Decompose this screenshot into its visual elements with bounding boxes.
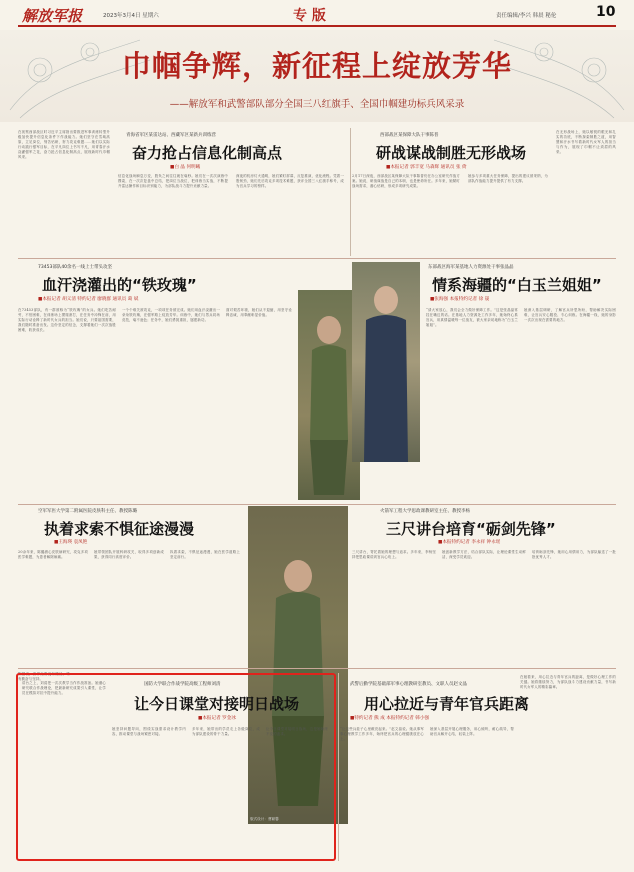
article-a6-headline: 三尺讲台培育“砺剑先锋” <box>386 520 556 538</box>
masthead <box>0 0 634 28</box>
article-a6-col3: 培育砺剑先锋，她用心用情用力，为部队输送了一批批优秀人才。 <box>532 550 616 559</box>
editors-line: 责任编辑/李兴 韩晨 秘伦 <box>496 13 557 19</box>
article-a8-col1: “让这些兵娃子心里敞亮起来。”赵文晶说。她从事军事心理教学工作多年，始终把官兵的心理健康放在心上。 <box>340 727 424 741</box>
article-a5-headline: 执着求索不惧征途漫漫 <box>44 520 195 538</box>
article-a5-kicker: 空军军医大学第二附属医院皮肤科主任、教授陈璐 <box>38 509 137 514</box>
article-a7-kicker: 国防大学联合作战学院高级工程师刘清 <box>144 682 221 687</box>
center-divider-top <box>350 128 351 256</box>
article-a1-headline: 奋力抢占信息化制高点 <box>132 144 283 162</box>
article-a5-byline: ■王海瑛 袁凤艳 <box>54 540 88 545</box>
article-a7-col4: 让今日课堂对接明日战场，这是她始终不变的追求。 <box>266 727 328 736</box>
article-a6-col2: 她创新教学方法，结合部队实际，让理论课堂生动鲜活，深受学员欢迎。 <box>442 550 526 559</box>
article-a2-byline: ■本报记者 郭丰宽 马森辉 通讯员 张 倚 <box>386 165 467 170</box>
article-a3-col2: 一个个难关被攻克，一项项任务被完成。她们用血汗浇灌出一朵朵铁玫瑰，在强军路上绽放芳华。训练中，她们与男兵同场竞技，毫不逊色；任务中，她们勇挑重担，屡建新功。 <box>122 308 220 322</box>
banner <box>0 30 634 122</box>
article-a1-col2: 信息化战场瞬息万变，胜负之间往往就在毫秒。她们在一次次演练中摸索，在一次次复盘中总结，把岗位当战位，把训练当实战，不断提升雷达操作和目标识别能力，为部队战斗力提升贡献力量。 <box>118 174 228 188</box>
article-a7-byline: ■本报记者 罗金冰 <box>198 716 236 721</box>
article-a1 <box>18 128 348 256</box>
page-number: 10 <box>596 4 616 20</box>
article-a8-byline: ■特约记者 熊 成 本报特约记者 韩小强 <box>350 716 430 721</box>
article-a8-col2: 她深入基层开展心理服务，用心倾听，耐心疏导，帮助官兵解开心结，轻装上阵。 <box>430 727 514 736</box>
article-a4 <box>352 262 616 502</box>
article-a6-byline: ■本报特约记者 李永祥 钟永瑶 <box>438 540 501 545</box>
officer-silhouette-icon <box>352 262 420 462</box>
article-a7-col1: 讲台之上，刘清把一次次教学当作作战准备。她潜心研究联合作战理论，把最新研究成果引入课堂，让学员在模拟对抗中提升能力。 <box>22 681 106 695</box>
article-a4-col2: 她深入基层调研，了解官兵所思所盼，帮助解决实际困难，让官兵安心服役、专心训练。在海疆一线，她的身影一次次出现在需要的地方。 <box>524 308 616 322</box>
article-a3-kicker: 73453部队40余名一线上士带头攻坚 <box>38 265 113 270</box>
article-a3-col3: 面对艰苦环境，她们从不退缩，用坚守诠释忠诚，用奉献彰显价值。 <box>226 308 292 317</box>
article-a4-photo <box>352 262 420 462</box>
article-a3-byline: ■本报记者 胡义清 特约记者 廖晓群 通讯员 葛 斌 <box>38 297 139 302</box>
article-a2 <box>352 128 616 256</box>
article-a4-headline: 情系海疆的“白玉兰姐姐” <box>432 276 602 294</box>
article-a1-col3: 深夜的机房灯火通明，她们紧盯屏幕，反复推演，优化流程。凭着一股韧劲，她们先后攻克多项技术难题，获评全国三八红旗手称号，成为官兵学习的榜样。 <box>236 174 344 188</box>
banner-title: 巾帼争辉，新征程上绽放芳华 <box>121 49 512 83</box>
article-a7-col2: 她坚持问题导向，围绕实战需求设计教学内容，推动课堂与战场紧密对接。 <box>112 727 186 736</box>
article-a6-kicker: 火箭军工程大学思政课教研室主任、教授李杨 <box>380 509 470 514</box>
article-a8-kicker: 武警后勤学院基础部军事心理教研室教员、文职人员赵文晶 <box>350 682 467 687</box>
article-a3 <box>18 262 348 502</box>
article-a2-kicker: 西部战区某保障大队干事陈普 <box>380 133 439 138</box>
article-a7-col3: 多年来，她带出的学员走上各级岗位，成为部队建设的骨干力量。 <box>192 727 260 736</box>
article-a4-col1: “请大家放心，我们会全力做好保障工作。”这是张晶晶常挂在嘴边的话。在基地人力资源处工作多年，她始终心系官兵，用真情温暖每一位战友，被大家亲切地称为“白玉兰姐姐”。 <box>426 308 518 327</box>
article-a2-headline: 研战谋战制胜无形战场 <box>376 144 527 162</box>
article-a1-byline: ■白 晶 何明曦 <box>170 165 201 170</box>
article-a5-col1: 20余年来，陈璐潜心皮肤病研究，攻克多项医学难题，为患者解除病痛。 <box>18 550 88 559</box>
article-a6-col1: 三尺讲台，寄托着她的理想与追求。多年来，李杨坚持把思政课讲到官兵心坎上。 <box>352 550 436 559</box>
article-a8 <box>340 673 616 861</box>
article-a7-headline: 让今日课堂对接明日战场 <box>134 695 300 713</box>
article-a3-photo <box>298 290 360 500</box>
article-a3-col1: 在73453部队，有一群被称为“铁玫瑰”的女兵。她们吃苦耐劳，不怕困难，在训练场上摸爬滚打，在任务中冲锋在前，用实际行动诠释了新时代女兵的担当。她们说，只要祖国需要，我们随时准备出发。这份坚定的信念，支撑着她们一次次战胜困难，收获成长。 <box>18 308 116 332</box>
article-a5-bottom-left: 陈璐说，医学之路没有捷径，唯有勤奋与坚持。 <box>18 672 70 681</box>
center-divider-bottom <box>338 673 339 861</box>
article-a4-kicker: 东部战区海军某基地人力资源处干事张晶晶 <box>428 265 514 270</box>
article-a5-col2: 她带领团队开展科研攻关，取得多项创新成果，获得同行高度评价。 <box>94 550 164 559</box>
row3-divider <box>18 668 616 669</box>
article-a1-col1: 在视察西部战区时习近平主席指出要推进军事训练转型升级加快提升信息化条件下作战能力。她们坚守在雪域高原，立足岗位，刻苦钻研，努力攻克难题……她们以实际行动践行强军目标，在平凡岗位上书写不凡，用青春汗水浇灌强军之花，奋力抢占信息化制高点，展现新时代巾帼风采。 <box>18 130 110 159</box>
article-a2-col3: 在无形战场上，她以敏锐的眼光和扎实的功底，不断探索制胜之道，用智慧和汗水书写着新时代女军人的担当与作为，展现了巾帼不让须眉的风采。 <box>556 130 616 154</box>
article-a4-byline: ■张海强 本报特约记者 徐 晟 <box>430 297 490 302</box>
article-a3-headline: 血汗浇灌出的“铁玫瑰” <box>42 276 197 294</box>
banner-subtitle: ——解放军和武警部队部分全国三八红旗手、全国巾帼建功标兵风采录 <box>169 99 465 110</box>
row1-divider <box>18 258 616 259</box>
article-a8-col3: 在她看来，用心拉近与青年官兵的距离，是做好心理工作的关键。她将继续努力，为部队战斗力建设贡献力量，书写新时代女军人的精彩篇章。 <box>520 675 616 689</box>
section-label: 专 版 <box>293 8 326 24</box>
paper-name: 解放军报 <box>22 7 83 25</box>
soldier-silhouette-icon <box>298 290 360 500</box>
photo-caption: 版式设计：曹颖馨 <box>250 817 279 821</box>
article-a5-col3: 执着求索，不惧征途漫漫，她在医学道路上坚定前行。 <box>170 550 240 559</box>
article-a7[interactable] <box>16 673 336 861</box>
row2-divider <box>18 504 616 505</box>
masthead-rule <box>18 25 616 27</box>
article-a8-headline: 用心拉近与青年官兵距离 <box>364 695 530 713</box>
article-a1-kicker: 青海省军区某雷达站、西藏军区某新兵训练营 <box>126 133 216 138</box>
article-a2-col2: 她参与多项重大任务保障，提出的建议被采纳，为部队作战能力提升提供了有力支撑。 <box>468 174 548 183</box>
article-a2-col1: 2月17日深夜，西部战区某保障大队干事陈普仍在办公室研究作战方案。她说，研战谋战是自己的本职，也是使命所在。多年来，她紧盯战场需求，潜心钻研，形成多项研究成果。 <box>352 174 460 188</box>
date-line: 2023年3月4日 星期六 <box>103 13 159 19</box>
